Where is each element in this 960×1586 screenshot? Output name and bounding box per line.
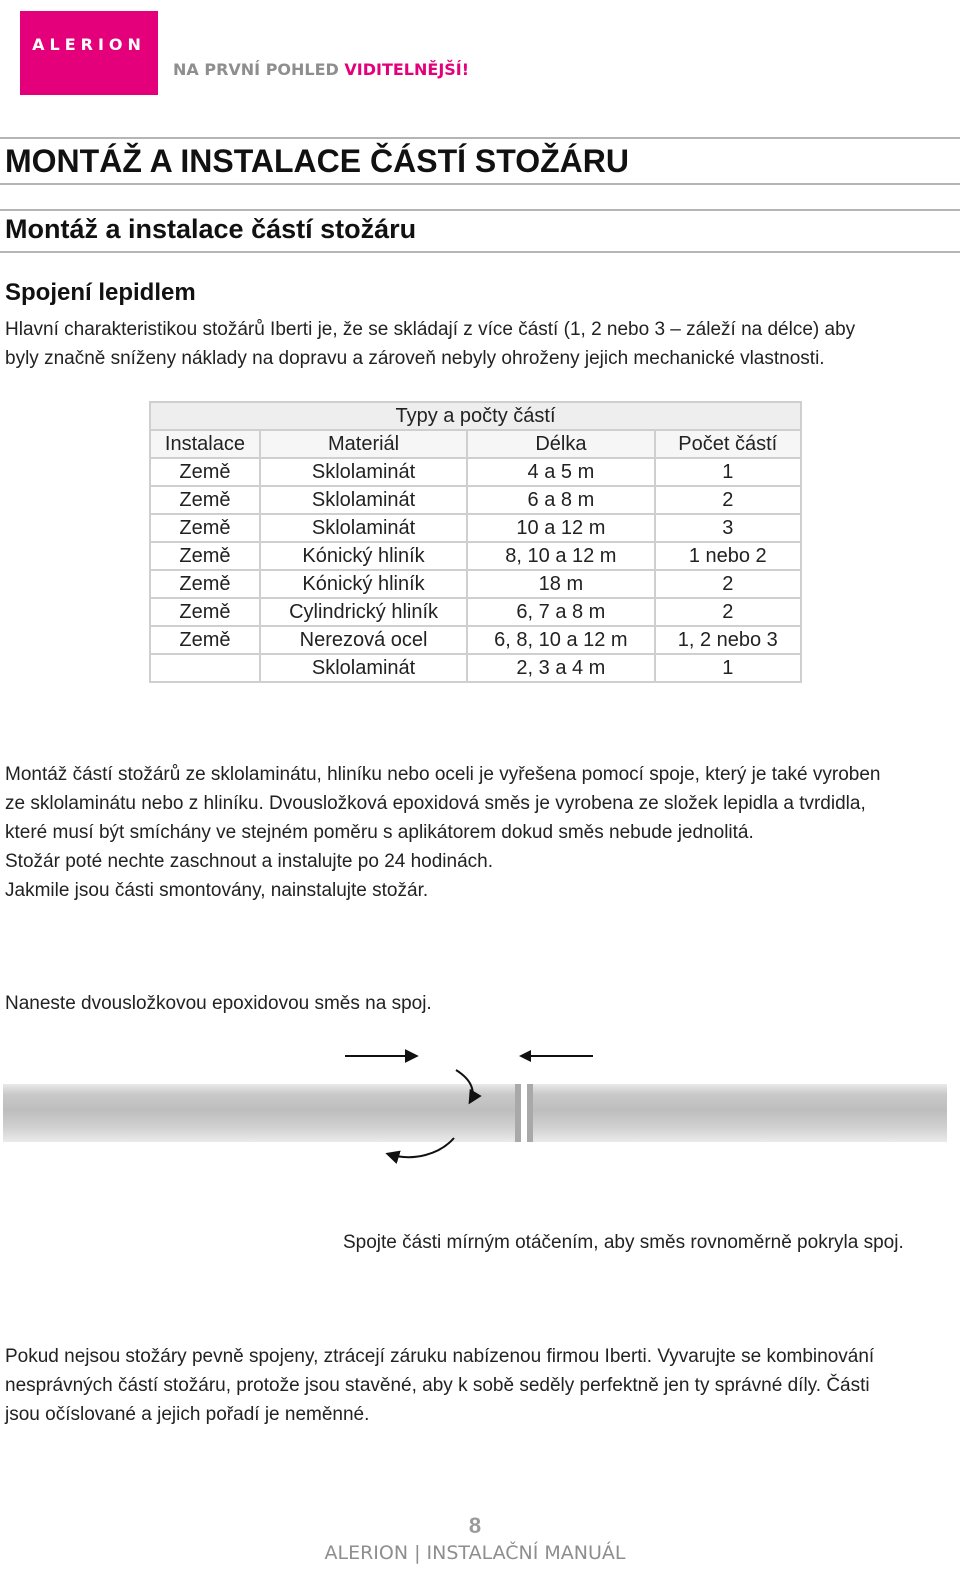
table-cell: Země	[150, 458, 260, 486]
mast-joint-end	[527, 1084, 533, 1142]
table-cell: 1	[655, 458, 802, 486]
intro-line: byly značně sníženy náklady na dopravu a zároveň nebyly ohroženy jejich mechanické vlastnosti.	[5, 348, 825, 369]
table-cell: Sklolaminát	[260, 486, 467, 514]
table-cell: 6, 7 a 8 m	[467, 598, 654, 626]
table-cell: Země	[150, 542, 260, 570]
table-cell	[150, 654, 260, 682]
logo-text: ALERION	[32, 35, 146, 54]
table-cell: 6 a 8 m	[467, 486, 654, 514]
table-row	[150, 486, 801, 514]
table-row	[150, 598, 801, 626]
table-cell: 2, 3 a 4 m	[467, 654, 654, 682]
table-cell: 1, 2 nebo 3	[655, 626, 802, 654]
table-cell: Sklolaminát	[260, 514, 467, 542]
table-cell: Nerezová ocel	[260, 626, 467, 654]
table-cell: 4 a 5 m	[467, 458, 654, 486]
rotation-diagram	[330, 1040, 490, 1170]
intro-paragraph	[5, 315, 855, 373]
table-cell: 3	[655, 514, 802, 542]
table-cell: 10 a 12 m	[467, 514, 654, 542]
assembly-line: Montáž částí stožárů ze sklolaminátu, hliníku nebo oceli je vyřešena pomocí spoje, který je také vyroben	[5, 764, 881, 785]
table-cell: 18 m	[467, 570, 654, 598]
assembly-line: ze sklolaminátu nebo z hliníku. Dvousložková epoxidová směs je vyrobena ze složek lepidla a tvrdidla,	[5, 793, 866, 814]
divider	[0, 209, 960, 211]
intro-line: Hlavní charakteristikou stožárů Iberti je, že se skládají z více částí (1, 2 nebo 3 – záleží na délce) aby	[5, 319, 856, 340]
table-cell: 8, 10 a 12 m	[467, 542, 654, 570]
table-cell: Kónický hliník	[260, 570, 467, 598]
column-header: Materiál	[260, 430, 467, 458]
step-instruction: Naneste dvousložkovou epoxidovou směs na spoj.	[5, 993, 432, 1014]
warning-line: nesprávných částí stožáru, protože jsou stavěné, aby k sobě seděly perfektně jen ty správné díly. Části	[5, 1375, 870, 1396]
mast-joint-end	[515, 1084, 521, 1142]
rotation-arrow-icon	[388, 1070, 473, 1157]
step-instruction: Spojte části mírným otáčením, aby směs rovnoměrně pokryla spoj.	[343, 1232, 904, 1253]
footer-text: ALERION | INSTALAČNÍ MANUÁL	[324, 1542, 626, 1564]
table-cell: 1	[655, 654, 802, 682]
tagline-highlight: VIDITELNĚJŠÍ!	[344, 60, 470, 79]
mast-section-right	[527, 1084, 947, 1142]
table-row	[150, 570, 801, 598]
table-cell: 2	[655, 570, 802, 598]
column-header: Počet částí	[655, 430, 802, 458]
table-row	[150, 514, 801, 542]
assembly-paragraph	[5, 760, 881, 905]
parts-table	[149, 401, 802, 683]
table-row	[150, 542, 801, 570]
table-row	[150, 654, 801, 682]
divider	[0, 183, 960, 185]
table-cell: 2	[655, 598, 802, 626]
table-cell: Sklolaminát	[260, 458, 467, 486]
table-cell: Země	[150, 598, 260, 626]
tagline-prefix: NA PRVNÍ POHLED	[173, 60, 345, 79]
section-subtitle: Montáž a instalace částí stožáru	[5, 214, 417, 244]
column-header: Délka	[467, 430, 654, 458]
table-cell: Země	[150, 486, 260, 514]
assembly-line: Stožár poté nechte zaschnout a instalujte po 24 hodinách.	[5, 851, 494, 872]
page-number: 8	[468, 1513, 482, 1538]
table-cell: Cylindrický hliník	[260, 598, 467, 626]
page-title: MONTÁŽ A INSTALACE ČÁSTÍ STOŽÁRU	[5, 143, 629, 179]
left-arrow-icon	[515, 1045, 595, 1069]
table-cell: 1 nebo 2	[655, 542, 802, 570]
assembly-line: Jakmile jsou části smontovány, nainstalujte stožár.	[5, 880, 429, 901]
table-cell: Kónický hliník	[260, 542, 467, 570]
table-cell: 6, 8, 10 a 12 m	[467, 626, 654, 654]
table-cell: 2	[655, 486, 802, 514]
assembly-line: které musí být smíchány ve stejném poměru s aplikátorem dokud směs nebude jednolitá.	[5, 822, 754, 843]
brand-tagline	[173, 60, 469, 79]
warning-line: Pokud nejsou stožáry pevně spojeny, ztrácejí záruku nabízenou firmou Iberti. Vyvarujte se kombinování	[5, 1346, 875, 1367]
table-row	[150, 458, 801, 486]
warning-paragraph	[5, 1342, 874, 1429]
table-cell: Sklolaminát	[260, 654, 467, 682]
table-cell: Země	[150, 514, 260, 542]
divider	[0, 137, 960, 139]
table-row	[150, 626, 801, 654]
brand-logo	[20, 11, 158, 95]
table-cell: Země	[150, 626, 260, 654]
table-caption: Typy a počty částí	[150, 402, 801, 430]
divider	[0, 251, 960, 253]
table-cell: Země	[150, 570, 260, 598]
warning-line: jsou očíslované a jejich pořadí je neměnné.	[5, 1404, 370, 1425]
column-header: Instalace	[150, 430, 260, 458]
section-heading: Spojení lepidlem	[5, 279, 196, 306]
